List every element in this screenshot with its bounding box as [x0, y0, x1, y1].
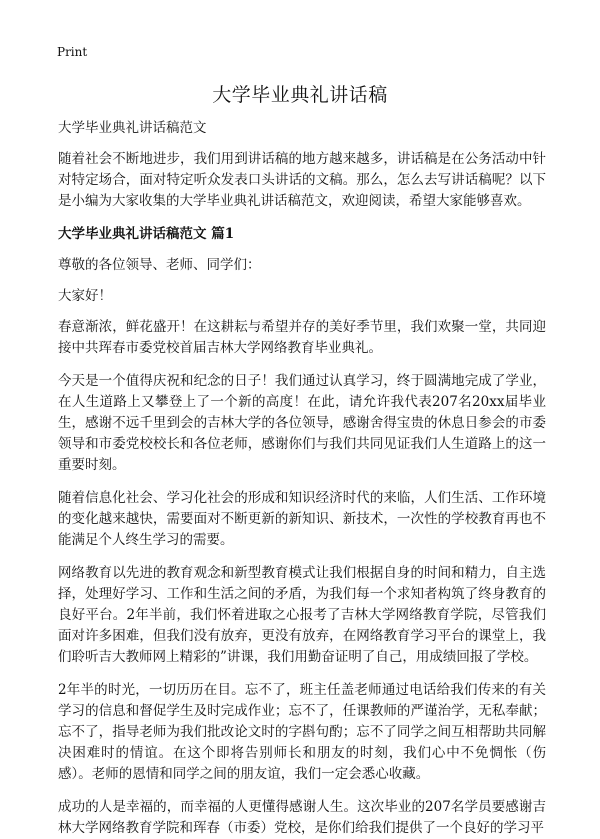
document-subtitle: 大学毕业典礼讲话稿范文	[58, 120, 207, 136]
document-title: 大学毕业典礼讲话稿	[212, 84, 388, 106]
body-paragraph: 今天是一个值得庆祝和纪念的日子！我们通过认真学习，终于圆满地完成了学业，在人生道路上又攀登上了一个新的高度！在此，请允许我代表207名20xx届毕业生，感谢不远千里到会的吉林大学的各位领导，感谢舍得宝贵的休息日参会的市委领导和市委党校校长和各位老师，感谢你们与我们共同见证我们人生道路上的这一重要时刻。	[58, 373, 546, 473]
body-paragraph: 春意渐浓，鲜花盛开！在这耕耘与希望并存的美好季节里，我们欢聚一堂，共同迎接中共珲春市委党校首届吉林大学网络教育毕业典礼。	[58, 319, 546, 356]
salutation: 尊敬的各位领导、老师、同学们：	[58, 257, 261, 273]
greeting: 大家好！	[58, 288, 112, 304]
section-heading: 大学毕业典礼讲话稿范文 篇1	[58, 226, 235, 242]
body-paragraph: 网络教育以先进的教育观念和新型教育模式让我们根据自身的时间和精力，自主选择，处理好学习、工作和生活之间的矛盾，为我们每一个求知者构筑了终身教育的良好平台。2年半前，我们怀着进取之心报考了吉林大学网络教育学院，尽管我们面对许多困难，但我们没有放弃，更没有放弃，在网络教育学习平台的课堂上，我们聆听吉大教师网上精彩的”讲课，我们用勤奋证明了自己，用成绩回报了学校。	[58, 565, 546, 665]
print-label: Print	[57, 45, 88, 59]
intro-paragraph: 随着社会不断地进步，我们用到讲话稿的地方越来越多，讲话稿是在公务活动中针对特定场合，面对特定听众发表口头讲话的文稿。那么，怎么去写讲话稿呢？以下是小编为大家收集的大学毕业典礼讲话稿范文，欢迎阅读，希望大家能够喜欢。	[58, 151, 546, 209]
body-paragraph: 2年半的时光，一切历历在目。忘不了，班主任盖老师通过电话给我们传来的有关学习的信息和督促学生及时完成作业；忘不了，任课教师的严谨治学，无私奉献；忘不了，指导老师为我们批改论文时的字斟句酌；忘不了同学之间互相帮助共同解决困难时的情谊。在这个即将告别师长和朋友的时刻，我们心中不免惆怅（伤感）。老师的恩情和同学之间的朋友谊，我们一定会悉心收藏。	[58, 682, 546, 782]
document-body	[58, 118, 546, 839]
body-paragraph: 成功的人是幸福的，而幸福的人更懂得感谢人生。这次毕业的207名学员要感谢吉林大学网络教育学院和珲春（市委）党校，是你们给我们提供了一个良好的学习平	[58, 799, 546, 836]
body-paragraph: 随着信息化社会、学习化社会的形成和知识经济时代的来临，人们生活、工作环境的变化越来越快，需要面对不断更新的新知识、新技术，一次性的学校教育再也不能满足个人终生学习的需要。	[58, 490, 546, 548]
